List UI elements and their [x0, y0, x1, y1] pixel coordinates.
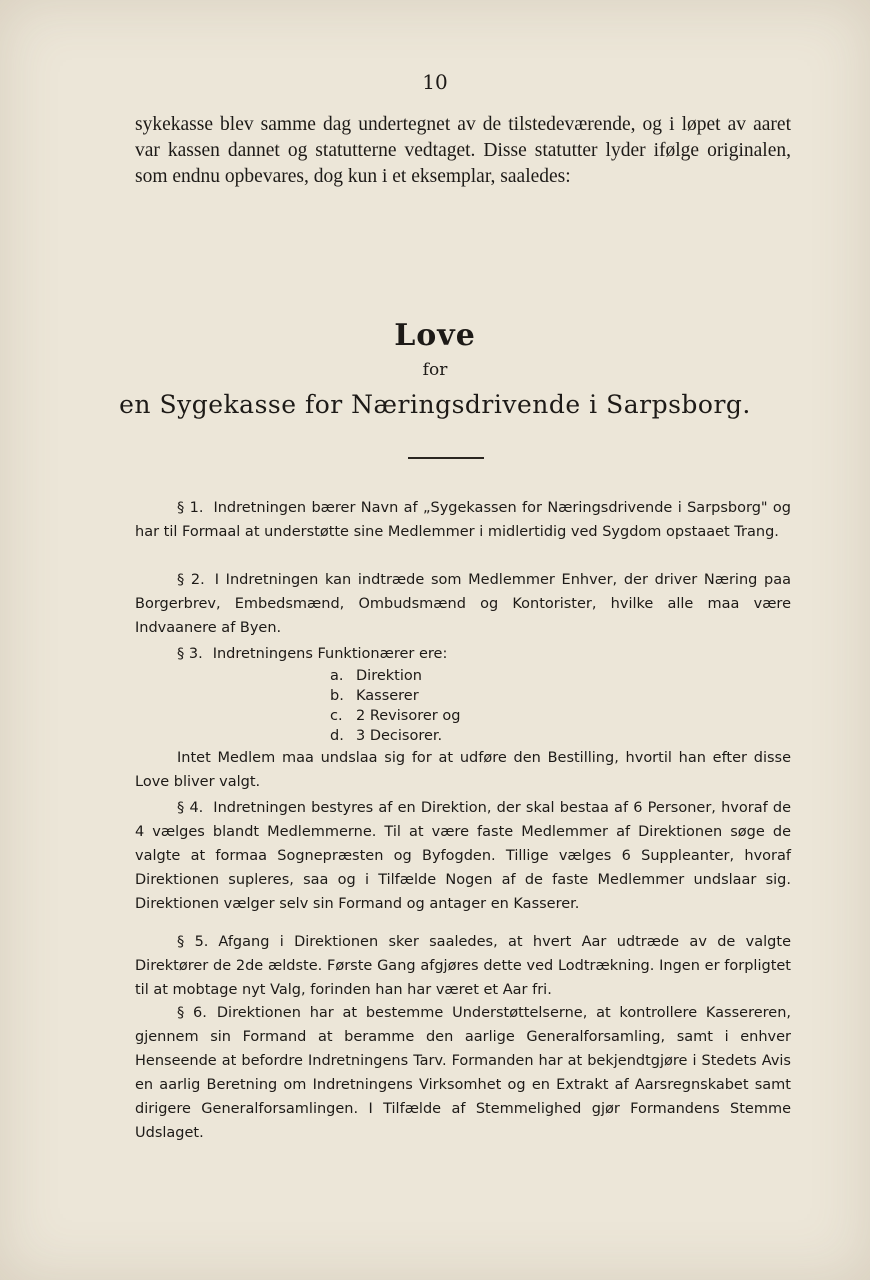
section-6	[135, 1001, 791, 1145]
list-item-text: Direktion	[356, 668, 422, 684]
list-item-letter: c.	[330, 708, 343, 724]
page-number: 10	[422, 70, 448, 94]
list-item-letter: a.	[330, 668, 344, 684]
list-item-letter: b.	[330, 688, 344, 704]
section-3	[135, 642, 791, 666]
list-item-letter: d.	[330, 728, 344, 744]
document-subtitle: en Sygekasse for Næringsdrivende i Sarpsborg.	[119, 390, 751, 419]
section-1	[135, 496, 791, 544]
section-number: § 2.	[177, 572, 205, 588]
title-connector: for	[422, 360, 448, 380]
list-item-text: 3 Decisorer.	[356, 728, 443, 744]
section-text: Indretningen bestyres af en Direktion, der skal bestaa af 6 Personer, hvoraf de 4 vælges blandt Medlemmerne. Til at være faste Medlemmer af Direktionen søge de valgte at formaa Sognepræsten og Byfogden. Tillige vælges 6 Suppleanter, hvoraf Direktionen supleres, saa og i Tilfælde Nogen af de faste Medlemmer undslaar sig. Direktionen vælger selv sin Formand og antager en Kasserer.	[135, 800, 792, 912]
section-4	[135, 796, 791, 916]
list-item-text: 2 Revisorer og	[356, 708, 461, 724]
section-number: § 6.	[177, 1005, 207, 1021]
section-text: I Indretningen kan indtræde som Medlemmer Enhver, der driver Næring paa Borgerbrev, Embedsmænd, Ombudsmænd og Kontorister, hvilke alle maa være Indvaanere af Byen.	[135, 572, 791, 636]
section-3-continuation: Intet Medlem maa undslaa sig for at udføre den Bestilling, hvortil han efter disse Love bliver valgt.	[135, 750, 791, 790]
section-number: § 4.	[177, 800, 204, 816]
intro-paragraph: sykekasse blev samme dag undertegnet av de tilstedeværende, og i løpet av aaret var kassen dannet og statutterne vedtaget. Disse statutter lyder ifølge originalen, som endnu opbevares, dog kun i et eksemplar, saaledes:	[135, 114, 791, 187]
section-text: Indretningens Funktionærer ere:	[212, 646, 448, 662]
list-item	[330, 666, 460, 686]
title-divider	[408, 457, 484, 459]
list-item	[330, 686, 460, 706]
document-title: Love	[394, 318, 476, 353]
section-number: § 3.	[177, 646, 203, 662]
officer-list	[330, 666, 460, 746]
list-item	[330, 726, 460, 746]
list-item	[330, 706, 460, 726]
section-text: Indretningen bærer Navn af „Sygekassen for Næringsdrivende i Sarpsborg" og har til Formaal at understøtte sine Medlemmer i midlertidig ved Sygdom opstaaet Trang.	[135, 500, 791, 540]
section-number: § 5.	[177, 934, 209, 950]
section-text: Direktionen har at bestemme Understøttelserne, at kontrollere Kassereren, gjennem sin Formand at beramme den aarlige Generalforsamling, samt i enhver Henseende at befordre Indretningens Tarv. Formanden har at bekjendtgjøre i Stedets Avis en aarlig Beretning om Indretningens Virksomhet og en Extrakt af Aarsregnskabet samt dirigere Generalforsamlingen. I Tilfælde af Stemmelighed gjør Formandens Stemme Udslaget.	[135, 1005, 791, 1141]
section-number: § 1.	[177, 500, 204, 516]
section-2	[135, 568, 791, 640]
list-item-text: Kasserer	[356, 688, 419, 704]
section-text: Afgang i Direktionen sker saaledes, at hvert Aar udtræde av de valgte Direktører de 2de ældste. Første Gang afgjøres dette ved Lodtrækning. Ingen er forpligtet til at mobtage nyt Valg, forinden han har været et Aar fri.	[135, 934, 791, 998]
section-5	[135, 930, 791, 1002]
